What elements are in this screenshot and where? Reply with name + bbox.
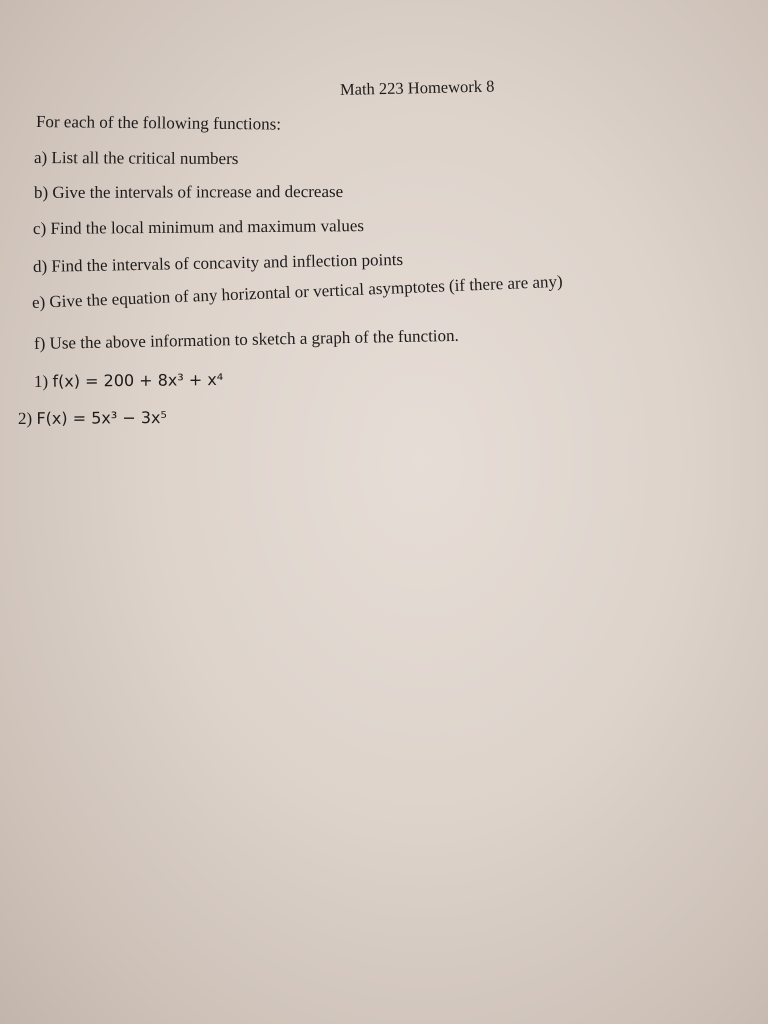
page-title: Math 223 Homework 8 bbox=[339, 76, 495, 99]
problem-1-expression: f(x) = 200 + 8x³ + x⁴ bbox=[52, 370, 224, 391]
problem-2-label: 2) bbox=[17, 408, 33, 428]
problem-2 bbox=[18, 408, 167, 429]
instructions-intro: For each of the following functions: bbox=[35, 112, 282, 134]
problem-1-label: 1) bbox=[33, 371, 49, 391]
instruction-item-b: b) Give the intervals of increase and decrease bbox=[33, 181, 344, 202]
problem-2-expression: F(x) = 5x³ − 3x⁵ bbox=[36, 407, 167, 428]
instruction-item-c: c) Find the local minimum and maximum values bbox=[32, 216, 365, 238]
problem-1 bbox=[34, 370, 223, 392]
instruction-item-a: a) List all the critical numbers bbox=[33, 148, 239, 169]
instruction-item-d: d) Find the intervals of concavity and inflection points bbox=[32, 249, 404, 276]
instruction-item-f: f) Use the above information to sketch a graph of the function. bbox=[33, 325, 459, 353]
instruction-item-e: e) Give the equation of any horizontal or vertical asymptotes (if there are any) bbox=[31, 271, 563, 312]
